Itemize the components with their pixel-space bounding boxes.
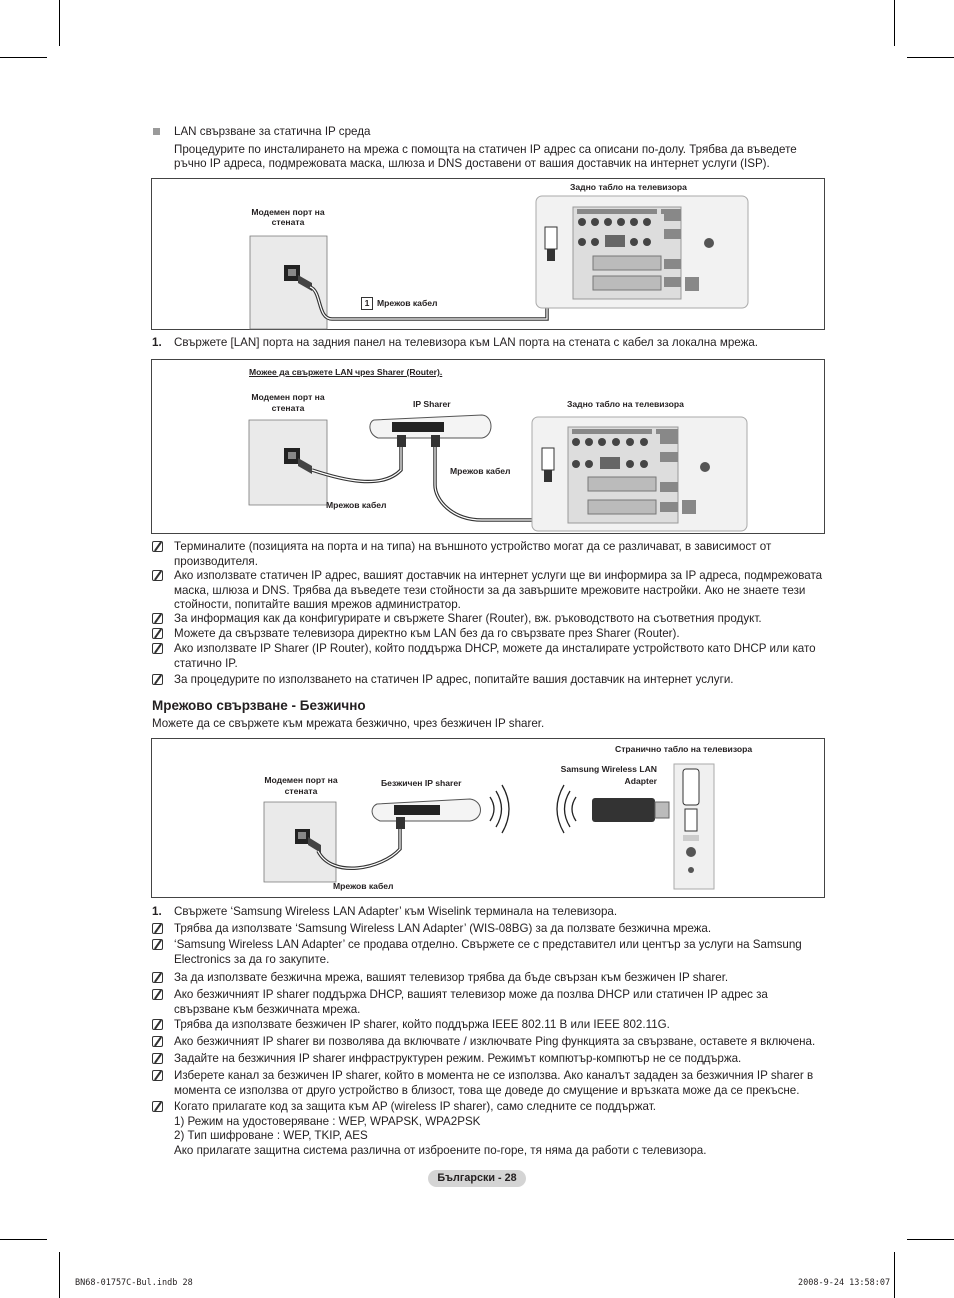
section-title: LAN свързване за статична IP среда — [174, 125, 371, 138]
note: Трябва да използвате безжичен IP sharer, който поддържа IEEE 802.11 B или IEEE 802.11G. — [152, 1018, 832, 1033]
intro-text: Процедурите по инсталирането на мрежа с помощта на статичен IP адрес са описани по-долу. Трябва да въведете — [174, 143, 797, 156]
note-icon — [152, 1019, 163, 1030]
note-icon — [152, 541, 163, 552]
crop-mark — [907, 57, 954, 58]
note: За информация как да конфигурирате и свържете Sharer (Router), вж. ръководството на съответния продукт. — [152, 612, 832, 627]
note-icon — [152, 1070, 163, 1081]
wall-port-label: Модемен порт на — [264, 775, 338, 785]
wall-port-label: Модемен порт на — [251, 392, 325, 402]
diagram-graphic — [152, 179, 826, 331]
note-icon — [152, 939, 163, 950]
note: Когато прилагате код за защита към AP (wireless IP sharer), само следните се поддържат. 1) Режим на удостоверяване : WEP, WPAPSK, WPA2PSK 2) Тип шифроване : WEP, TKIP, AES Ако прилагате защитна система различна от изброените по-горе, тя няма да работи с телевизора. — [152, 1100, 832, 1158]
wireless-sharer-label: Безжичен IP sharer — [381, 778, 462, 788]
crop-mark — [59, 1252, 60, 1298]
crop-mark — [907, 1239, 954, 1240]
note: Ако безжичният IP sharer ви позволява да включвате / изключвате Ping функцията за свързване, оставете я включена. — [152, 1035, 832, 1050]
note: Ако използвате статичен IP адрес, вашият доставчик на интернет услуги ще ви информира за IP адреса, подмрежовата маска, шлюза и DNS. Трябва да въведете тези стойности за да завършите мрежовите настройки. Ако не знаете тези стойности, попитайте вашия мрежов администратор. — [152, 569, 832, 613]
bullet-square-icon — [153, 128, 160, 135]
step-text: Свържете [LAN] порта на задния панел на телевизора към LAN порта на стената с кабел за локална мрежа. — [174, 336, 759, 349]
print-timestamp: 2008-9-24 13:58:07 — [798, 1278, 891, 1288]
note: Терминалите (позицията на порта и на типа) на външното устройство могат да се различават, в зависимост от производителя. — [152, 540, 832, 569]
note: Ако използвате IP Sharer (IP Router), който поддържа DHCP, можете да инсталирате устройството като DHCP или като статично IP. — [152, 642, 832, 671]
adapter-label: Adapter — [624, 776, 657, 786]
cable-number-box: 1 — [361, 297, 373, 310]
rear-panel-label: Задно табло на телевизора — [567, 399, 684, 409]
crop-mark — [894, 0, 895, 46]
note: За да използвате безжична мрежа, вашият телевизор трябва да бъде свързан към безжичен IP sharer. — [152, 971, 832, 986]
cable-label: Мрежов кабел — [450, 466, 511, 476]
crop-mark — [0, 1239, 47, 1240]
note-icon — [152, 674, 163, 685]
diagram-wireless — [151, 738, 825, 898]
note-icon — [152, 1101, 163, 1112]
step-number: 1. — [152, 905, 162, 918]
diagram-title: Можее да свържете LAN чрез Sharer (Router). — [249, 367, 443, 377]
cable-label: Мрежов кабел — [333, 881, 394, 891]
note-icon — [152, 628, 163, 639]
wall-port-label: Модемен порт на — [251, 207, 325, 217]
rear-panel-label: Задно табло на телевизора — [570, 182, 687, 192]
wall-port-label: стената — [271, 403, 305, 413]
file-info: BN68-01757C-Bul.indb 28 — [75, 1278, 193, 1288]
page-number-badge: Български - 28 — [428, 1170, 526, 1187]
note-icon — [152, 643, 163, 654]
adapter-label: Samsung Wireless LAN — [560, 764, 657, 774]
diagram-direct-lan — [151, 178, 825, 330]
note: Задайте на безжичния IP sharer инфраструктурен режим. Режимът компютър-компютър не се поддържа. — [152, 1052, 832, 1067]
cable-label: Мрежов кабел — [377, 298, 438, 308]
step-number: 1. — [152, 336, 162, 349]
note: Трябва да използвате ‘Samsung Wireless LAN Adapter’ (WIS-08BG) за да ползвате безжична мрежа. — [152, 922, 832, 937]
note: За процедурите по използването на статичен IP адрес, попитайте вашия доставчик на интернет услуги. — [152, 673, 832, 688]
ip-sharer-label: IP Sharer — [413, 399, 451, 409]
section-heading: Мрежово свързване - Безжично — [152, 698, 366, 713]
note-icon — [152, 1053, 163, 1064]
diagram-sharer-lan — [151, 359, 825, 534]
note: Ако безжичният IP sharer поддържа DHCP, вашият телевизор може да позлва DHCP или статичен IP адрес за свързване към безжичната мрежа. — [152, 988, 832, 1017]
cable-label: Мрежов кабел — [326, 500, 387, 510]
note-icon — [152, 923, 163, 934]
section-intro: Можете да се свържете към мрежата безжично, чрез безжичен IP sharer. — [152, 717, 545, 730]
intro-text: ръчно IP адреса, подмрежовата маска, шлюза и DNS доставени от вашия доставчик на интернет услуги (ISP). — [174, 157, 770, 170]
crop-mark — [0, 57, 47, 58]
note-icon — [152, 972, 163, 983]
diagram-graphic — [152, 360, 826, 535]
side-panel-label: Странично табло на телевизора — [615, 744, 753, 754]
diagram-graphic — [152, 739, 826, 899]
note-icon — [152, 989, 163, 1000]
crop-mark — [59, 0, 60, 46]
note: Изберете канал за безжичен IP sharer, който в момента не се използва. Ако каналът зададен за безжичния IP sharer в момента се използва от друго устройство в близост, това ще доведе до смущение и връзката може да се прекъсне. — [152, 1069, 832, 1098]
note: ‘Samsung Wireless LAN Adapter’ се продава отделно. Свържете се с представител или център за услуги на Samsung Electronics за да го закупите. — [152, 938, 832, 967]
note-icon — [152, 613, 163, 624]
wall-port-label: стената — [284, 786, 318, 796]
note-icon — [152, 570, 163, 581]
note: Можете да свързвате телевизора директно към LAN без да го свързвате през Sharer (Router). — [152, 627, 832, 642]
note-icon — [152, 1036, 163, 1047]
step-text: Свържете ‘Samsung Wireless LAN Adapter’ към Wiselink терминала на телевизора. — [174, 905, 618, 918]
crop-mark — [894, 1252, 895, 1298]
wall-port-label: стената — [271, 217, 305, 227]
